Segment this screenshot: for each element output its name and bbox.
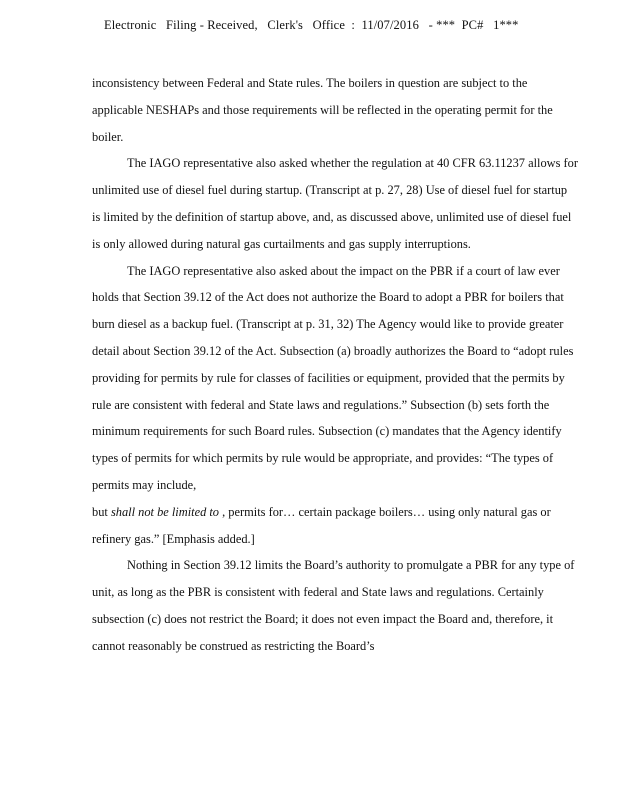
paragraph: The IAGO representative also asked whether the regulation at 40 CFR 63.11237 allows for unlimited use of diesel fuel during startup. (Transcript at p. 27, 28) Use of diesel fuel for startup is limited by the definition of startup above, and, as discussed above, unlimited use of diesel fuel is only allowed during natural gas curtailments and gas supply interruptions. <box>92 156 578 251</box>
filing-stamp: Electronic Filing - Received, Clerk's Office : 11/07/2016 - *** PC# 1*** <box>104 18 519 32</box>
paragraph: inconsistency between Federal and State rules. The boilers in question are subject to the applicable NESHAPs and those requirements will be reflected in the operating permit for the boiler. <box>92 76 553 144</box>
text-run: , permits for… certain package boilers… using only natural gas or refinery gas.” [Emphasis added.] <box>92 504 551 546</box>
emphasis-text: shall not be limited to <box>110 504 220 519</box>
document-body <box>92 70 578 660</box>
paragraph: Nothing in Section 39.12 limits the Board’s authority to promulgate a PBR for any type of unit, as long as the PBR is consistent with federal and State laws and regulations. Certainly subsection (c) does not restrict the Board; it does not even impact the Board and, therefore, it cannot reasonably be construed as restricting the Board’s <box>92 558 575 653</box>
text-run: but <box>92 504 111 519</box>
paragraph-continuation <box>92 499 578 553</box>
paragraph: The IAGO representative also asked about the impact on the PBR if a court of law ever holds that Section 39.12 of the Act does not authorize the Board to adopt a PBR for boilers that burn diesel as a backup fuel. (Transcript at p. 31, 32) The Agency would like to provide greater detail about Section 39.12 of the Act. Subsection (a) broadly authorizes the Board to “adopt rules providing for permits by rule for classes of facilities or equipment, provided that the permits by rule are consistent with federal and State laws and regulations.” Subsection (b) sets forth the minimum requirements for such Board rules. Subsection (c) mandates that the Agency identify types of permits for which permits by rule would be appropriate, and provides: “The types of permits may include, <box>92 263 574 492</box>
